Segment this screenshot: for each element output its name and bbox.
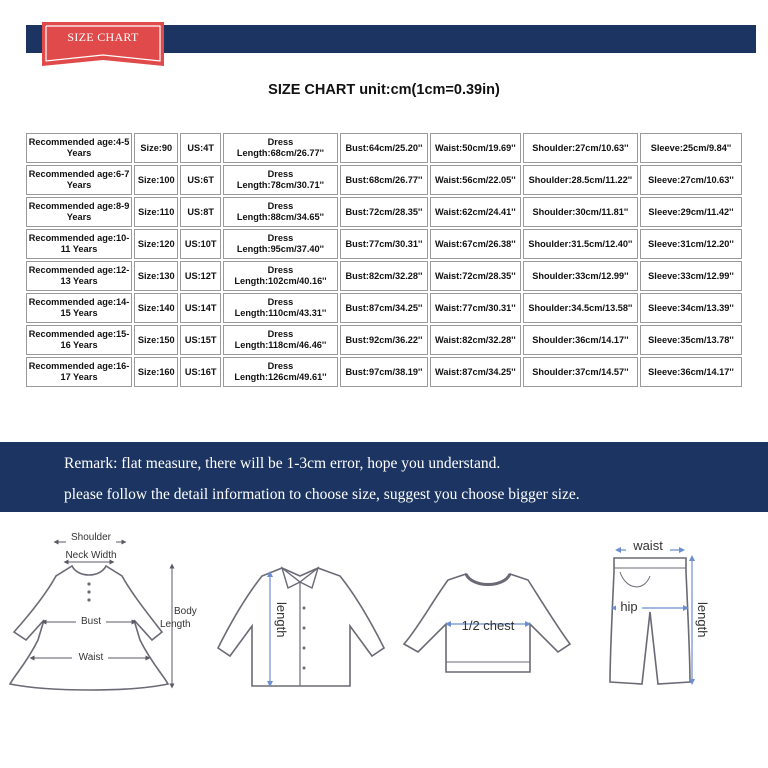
- cell-waist: Waist:87cm/34.25'': [430, 357, 521, 387]
- cell-us: US:8T: [180, 197, 220, 227]
- cell-age: Recommended age:8-9 Years: [26, 197, 132, 227]
- cell-shoulder: Shoulder:37cm/14.57'': [523, 357, 638, 387]
- dress-bust-label: Bust: [80, 616, 102, 627]
- size-chart-badge-label: SIZE CHART: [67, 30, 139, 44]
- cell-waist: Waist:50cm/19.69'': [430, 133, 521, 163]
- pants-length-label: length: [695, 602, 710, 638]
- page-title: SIZE CHART unit:cm(1cm=0.39in): [268, 82, 500, 98]
- cell-us: US:10T: [180, 229, 220, 259]
- cell-age: Recommended age:12-13 Years: [26, 261, 132, 291]
- cell-size: Size:150: [134, 325, 178, 355]
- sweater-chest-label: 1/2 chest: [461, 618, 515, 633]
- sweater-diagram: [404, 574, 570, 672]
- size-chart-badge: [42, 20, 164, 68]
- cell-us: US:15T: [180, 325, 220, 355]
- shirt-icon: [218, 568, 384, 686]
- cell-waist: Waist:82cm/32.28'': [430, 325, 521, 355]
- cell-sleeve: Sleeve:25cm/9.84'': [640, 133, 742, 163]
- cell-waist: Waist:67cm/26.38'': [430, 229, 521, 259]
- cell-bust: Bust:82cm/32.28'': [340, 261, 428, 291]
- cell-sleeve: Sleeve:31cm/12.20'': [640, 229, 742, 259]
- cell-sleeve: Sleeve:36cm/14.17'': [640, 357, 742, 387]
- cell-age: Recommended age:10-11 Years: [26, 229, 132, 259]
- cell-shoulder: Shoulder:31.5cm/12.40'': [523, 229, 638, 259]
- cell-shoulder: Shoulder:27cm/10.63'': [523, 133, 638, 163]
- cell-waist: Waist:56cm/22.05'': [430, 165, 521, 195]
- cell-size: Size:120: [134, 229, 178, 259]
- cell-us: US:16T: [180, 357, 220, 387]
- cell-bust: Bust:77cm/30.31'': [340, 229, 428, 259]
- cell-dress: Dress Length:110cm/43.31'': [223, 293, 338, 323]
- cell-dress: Dress Length:95cm/37.40'': [223, 229, 338, 259]
- cell-dress: Dress Length:102cm/40.16'': [223, 261, 338, 291]
- cell-dress: Dress Length:126cm/49.61'': [223, 357, 338, 387]
- cell-age: Recommended age:14-15 Years: [26, 293, 132, 323]
- cell-shoulder: Shoulder:36cm/14.17'': [523, 325, 638, 355]
- remark-line-1: Remark: flat measure, there will be 1-3cm error, hope you understand.: [64, 455, 501, 472]
- cell-waist: Waist:77cm/30.31'': [430, 293, 521, 323]
- dress-waist-label: Waist: [78, 652, 104, 663]
- cell-bust: Bust:92cm/36.22'': [340, 325, 428, 355]
- dress-diagram: [10, 531, 197, 690]
- cell-dress: Dress Length:88cm/34.65'': [223, 197, 338, 227]
- pants-hip-label: hip: [620, 599, 638, 614]
- cell-shoulder: Shoulder:34.5cm/13.58'': [523, 293, 638, 323]
- cell-us: US:4T: [180, 133, 220, 163]
- cell-us: US:14T: [180, 293, 220, 323]
- shirt-length-label: length: [274, 602, 289, 638]
- cell-us: US:12T: [180, 261, 220, 291]
- remark-line-2: please follow the detail information to choose size, suggest you choose bigger size.: [64, 486, 580, 503]
- cell-dress: Dress Length:68cm/26.77'': [223, 133, 338, 163]
- cell-sleeve: Sleeve:27cm/10.63'': [640, 165, 742, 195]
- dress-neck-width-label: Neck Width: [65, 550, 117, 561]
- cell-size: Size:140: [134, 293, 178, 323]
- table-row: [26, 197, 742, 227]
- cell-bust: Bust:87cm/34.25'': [340, 293, 428, 323]
- shirt-diagram: [218, 568, 384, 686]
- cell-shoulder: Shoulder:30cm/11.81'': [523, 197, 638, 227]
- pants-waist-label: waist: [633, 538, 663, 553]
- cell-age: Recommended age:4-5 Years: [26, 133, 132, 163]
- cell-size: Size:90: [134, 133, 178, 163]
- cell-bust: Bust:68cm/26.77'': [340, 165, 428, 195]
- table-row: [26, 133, 742, 163]
- cell-size: Size:160: [134, 357, 178, 387]
- cell-sleeve: Sleeve:34cm/13.39'': [640, 293, 742, 323]
- cell-bust: Bust:97cm/38.19'': [340, 357, 428, 387]
- cell-sleeve: Sleeve:29cm/11.42'': [640, 197, 742, 227]
- dress-body-label: Body: [174, 606, 197, 617]
- cell-size: Size:100: [134, 165, 178, 195]
- cell-age: Recommended age:15-16 Years: [26, 325, 132, 355]
- table-row: [26, 325, 742, 355]
- cell-shoulder: Shoulder:28.5cm/11.22'': [523, 165, 638, 195]
- cell-sleeve: Sleeve:35cm/13.78'': [640, 325, 742, 355]
- table-row: [26, 165, 742, 195]
- table-row: [26, 261, 742, 291]
- cell-size: Size:130: [134, 261, 178, 291]
- table-row: [26, 229, 742, 259]
- cell-age: Recommended age:16-17 Years: [26, 357, 132, 387]
- cell-size: Size:110: [134, 197, 178, 227]
- cell-dress: Dress Length:78cm/30.71'': [223, 165, 338, 195]
- size-table: [24, 131, 744, 389]
- dress-length-label: Length: [160, 619, 191, 630]
- measurement-diagrams: [0, 516, 768, 716]
- cell-bust: Bust:72cm/28.35'': [340, 197, 428, 227]
- cell-waist: Waist:62cm/24.41'': [430, 197, 521, 227]
- cell-bust: Bust:64cm/25.20'': [340, 133, 428, 163]
- pants-diagram: [610, 538, 710, 684]
- cell-us: US:6T: [180, 165, 220, 195]
- cell-waist: Waist:72cm/28.35'': [430, 261, 521, 291]
- cell-dress: Dress Length:118cm/46.46'': [223, 325, 338, 355]
- cell-sleeve: Sleeve:33cm/12.99'': [640, 261, 742, 291]
- table-row: [26, 357, 742, 387]
- dress-shoulder-label: Shoulder: [70, 532, 112, 543]
- cell-age: Recommended age:6-7 Years: [26, 165, 132, 195]
- table-row: [26, 293, 742, 323]
- cell-shoulder: Shoulder:33cm/12.99'': [523, 261, 638, 291]
